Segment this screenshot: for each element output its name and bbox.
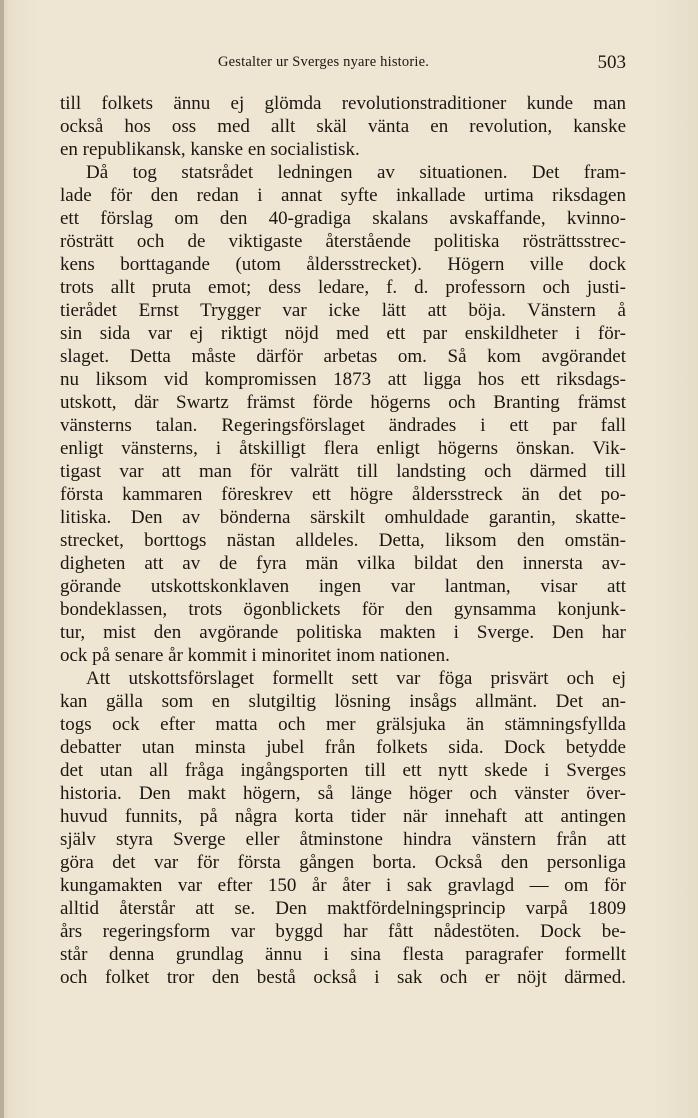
text-line: göra det var för första gången borta. Också den personliga [60,852,626,873]
text-line: tigast var att man för valrätt till landsting och därmed till [60,461,626,482]
text-line: bondeklassen, trots ögonblickets för den gynsamma konjunk- [60,599,626,620]
text-line: togs ock efter matta och mer grälsjuka än stämningsfyllda [60,714,626,735]
text-line: kens borttagande (utom åldersstrecket). Högern ville dock [60,254,626,275]
text-line: tur, mist den avgörande politiska makten i Sverge. Den har [60,622,626,643]
text-line: litiska. Den av bönderna särskilt omhuldade garantin, skatte- [60,507,626,528]
text-line: sin sida var ej riktigt nöjd med ett par enskildheter i för- [60,323,626,344]
text-line: kungamakten var efter 150 år åter i sak gravlagd — om för [60,875,626,896]
text-line: själv styra Sverge eller åtminstone hindra vänstern från att [60,829,626,850]
text-line: lade för den redan i annat syfte inkallade urtima riksdagen [60,185,626,206]
text-line: och folket tror den bestå också i sak och er nöjt därmed. [60,967,626,988]
text-line: står denna grundlag ännu i sina flesta paragrafer formellt [60,944,626,965]
text-line: första kammaren föreskrev ett högre åldersstreck än det po- [60,484,626,505]
page-edge [0,0,4,1118]
text-line: digheten att av de fyra män vilka bildat den innersta av- [60,553,626,574]
text-line: till folkets ännu ej glömda revolutionstraditioner kunde man [60,93,626,114]
text-line: tierådet Ernst Trygger var icke lätt att böja. Vänstern å [60,300,626,321]
page-number: 503 [597,52,626,73]
text-line: historia. Den makt högern, så länge höger och vänster över- [60,783,626,804]
body-text [60,92,626,989]
text-line: slaget. Detta måste därför arbetas om. Så kom avgörandet [60,346,626,367]
text-line: års regeringsform var byggd har fått nådestöten. Dock be- [60,921,626,942]
text-line: kan gälla som en slutgiltig lösning insågs allmänt. Det an- [60,691,626,712]
text-line: debatter utan minsta jubel från folkets sida. Dock betydde [60,737,626,758]
text-line: Då tog statsrådet ledningen av situationen. Det fram- [86,162,626,183]
text-line: ock på senare år kommit i minoritet inom nationen. [60,645,450,666]
text-line: enligt vänsterns, i åtskilligt flera enligt högerns önskan. Vik- [60,438,626,459]
text-line: Att utskottsförslaget formellt sett var föga prisvärt och ej [86,668,626,689]
text-line: ett förslag om den 40-gradiga skalans avskaffande, kvinno- [60,208,626,229]
text-line: trots allt pruta emot; dess ledare, f. d. professorn och justi- [60,277,626,298]
text-line: strecket, borttogs nästan alldeles. Detta, liksom den omstän- [60,530,626,551]
text-line: en republikansk, kanske en socialistisk. [60,139,360,160]
text-line: görande utskottskonklaven ingen var lantman, visar att [60,576,626,597]
text-line: nu liksom vid kompromissen 1873 att ligga hos ett riksdags- [60,369,626,390]
text-line: alltid återstår att se. Den maktfördelningsprincip varpå 1809 [60,898,626,919]
text-line: utskott, där Swartz främst förde högerns och Branting främst [60,392,626,413]
text-line: rösträtt och de viktigaste återstående politiska rösträttsstrec- [60,231,626,252]
text-line: vänsterns talan. Regeringsförslaget ändrades i ett par fall [60,415,626,436]
text-line: det utan all fråga ingångsporten till ett nytt skede i Sverges [60,760,626,781]
text-line: huvud funnits, på några korta tider när innehaft att antingen [60,806,626,827]
running-head [60,52,626,78]
text-line: också hos oss med allt skäl vänta en revolution, kanske [60,116,626,137]
running-title: Gestalter ur Sverges nyare historie. [218,54,430,70]
